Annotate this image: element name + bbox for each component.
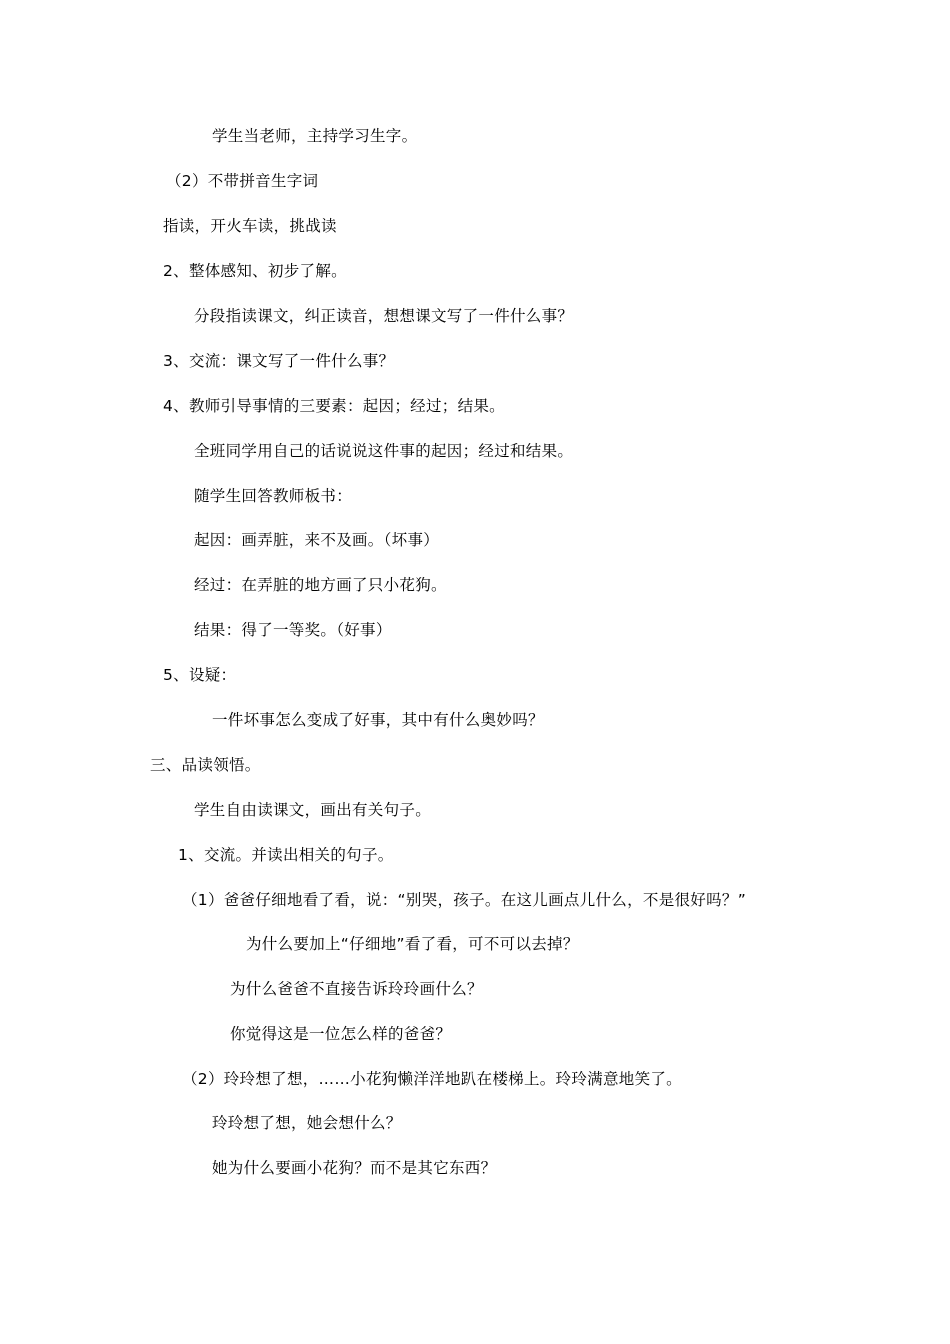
text-line: 经过：在弄脏的地方画了只小花狗。 (194, 576, 447, 594)
text-line: （2）玲玲想了想，……小花狗懒洋洋地趴在楼梯上。玲玲满意地笑了。 (182, 1070, 682, 1088)
section-heading: 三、品读领悟。 (150, 756, 261, 774)
text-line: 5、设疑： (163, 666, 237, 684)
text-line: （2）不带拼音生字词 (166, 172, 319, 190)
text-line: 为什么要加上“仔细地”看了看，可不可以去掉？ (246, 935, 579, 953)
text-line: 3、交流：课文写了一件什么事？ (163, 352, 395, 370)
text-line: 她为什么要画小花狗？而不是其它东西？ (212, 1159, 497, 1177)
text-line: 2、整体感知、初步了解。 (163, 262, 347, 280)
text-line: 4、教师引导事情的三要素：起因；经过；结果。 (163, 397, 505, 415)
text-line: 玲玲想了想，她会想什么？ (212, 1114, 402, 1132)
text-line: 1、交流。并读出相关的句子。 (178, 846, 394, 864)
text-line: 学生自由读课文，画出有关句子。 (194, 801, 432, 819)
text-line: 随学生回答教师板书： (194, 487, 353, 505)
text-line: 学生当老师，主持学习生字。 (212, 127, 418, 145)
text-line: 结果：得了一等奖。（好事） (194, 621, 392, 639)
text-line: 你觉得这是一位怎么样的爸爸？ (230, 1025, 452, 1043)
text-line: 为什么爸爸不直接告诉玲玲画什么？ (230, 980, 483, 998)
text-line: 全班同学用自己的话说说这件事的起因；经过和结果。 (194, 442, 574, 460)
text-line: 一件坏事怎么变成了好事，其中有什么奥妙吗？ (212, 711, 544, 729)
text-line: （1）爸爸仔细地看了看，说：“别哭，孩子。在这儿画点儿什么，不是很好吗？” (182, 891, 747, 909)
text-line: 分段指读课文，纠正读音，想想课文写了一件什么事？ (194, 307, 574, 325)
text-line: 起因：画弄脏，来不及画。（坏事） (194, 531, 440, 549)
text-line: 指读，开火车读，挑战读 (163, 217, 337, 235)
